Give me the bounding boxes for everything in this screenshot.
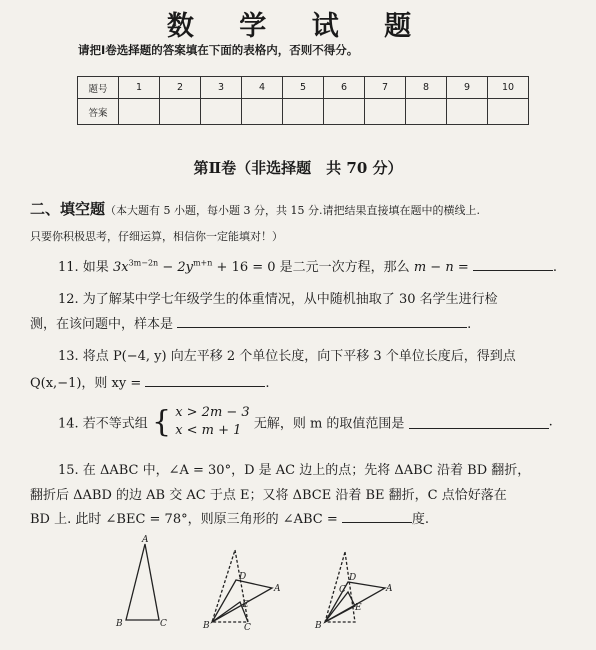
answer-table-number: 10 — [488, 77, 529, 99]
fig1-label-A: A — [142, 535, 149, 545]
fig3-label-B: B — [315, 621, 322, 631]
answer-table-number: 6 — [324, 77, 365, 99]
q12-text: 测，在该问题中，样本是 — [30, 317, 174, 332]
answer-table-header-label: 题号 — [78, 77, 119, 99]
q11-term2: − 2y — [158, 260, 193, 275]
part2-title: 第Ⅱ卷（非选择题 共 70 分） — [193, 159, 403, 177]
question-15-line3 — [30, 508, 429, 527]
answer-table — [77, 76, 529, 125]
answer-table-number: 2 — [160, 77, 201, 99]
question-13-line2 — [30, 372, 270, 391]
q11-answer-blank[interactable] — [473, 258, 553, 271]
fig3-folded — [325, 582, 385, 622]
q14-ineq2: x < m + 1 — [175, 423, 242, 438]
answer-table-number: 8 — [406, 77, 447, 99]
q11-term1: 3x — [112, 260, 129, 275]
question-13-line1: 13. 将点 P(−4, y) 向左平移 2 个单位长度，向下平移 3 个单位长度后，得到点 — [58, 349, 516, 364]
q11-exp2: m+n — [192, 258, 213, 268]
answer-cell[interactable] — [365, 99, 406, 125]
q11-end: . — [552, 260, 557, 275]
q14-post: 无解，则 m 的取值范围是 — [253, 416, 405, 432]
page-title: 数 学 试 题 — [166, 11, 430, 42]
answer-cell[interactable] — [283, 99, 324, 125]
question-15-line2: 翻折后 ΔABD 的边 AB 交 AC 于点 E；又将 ΔBCE 沿着 BE 翻折，C 点恰好落在 — [30, 488, 507, 503]
triangle-figures — [0, 530, 596, 650]
question-11 — [58, 256, 557, 275]
figure-1 — [115, 535, 167, 629]
section-heading-line — [30, 198, 480, 219]
fig2-label-C: C — [244, 623, 251, 633]
fig1-triangle — [126, 544, 159, 620]
answer-table-answer-label: 答案 — [78, 99, 119, 125]
q11-tail: + 16 = 0 是二元一次方程，那么 — [212, 260, 414, 275]
answer-cell[interactable] — [488, 99, 529, 125]
answer-table-number: 3 — [201, 77, 242, 99]
q12-answer-blank[interactable] — [177, 315, 467, 328]
figure-2 — [202, 550, 281, 633]
question-12-line1: 12. 为了解某中学七年级学生的体重情况，从中随机抽取了 30 名学生进行检 — [58, 292, 498, 307]
q13-answer-blank[interactable] — [145, 374, 265, 387]
q14-system — [175, 404, 250, 440]
q11-number: 11. 如果 — [58, 260, 109, 275]
figure-3 — [314, 552, 393, 631]
section-note: （本大题有 5 小题，每小题 3 分，共 15 分.请把结果直接填在题中的横线上. — [105, 204, 480, 217]
answer-cell[interactable] — [160, 99, 201, 125]
section-heading: 二、填空题 — [30, 200, 106, 218]
answer-cell[interactable] — [406, 99, 447, 125]
section-note-2: 只要你积极思考，仔细运算，相信你一定能填对！） — [30, 230, 283, 243]
answer-cell[interactable] — [324, 99, 365, 125]
q15-answer-blank[interactable] — [342, 510, 412, 523]
fig2-label-E: E — [242, 600, 249, 610]
fig3-label-C: C — [339, 585, 346, 595]
q14-answer-blank[interactable] — [409, 416, 549, 429]
fig3-label-E: E — [355, 603, 362, 613]
fig2-label-B: B — [203, 621, 210, 631]
answer-table-number: 9 — [447, 77, 488, 99]
q14-pre: 14. 若不等式组 — [58, 416, 148, 432]
q14-ineq1: x > 2m − 3 — [175, 405, 250, 420]
q14-end: . — [548, 414, 553, 430]
answer-table-number: 5 — [283, 77, 324, 99]
answer-table-number: 4 — [242, 77, 283, 99]
q12-end: . — [467, 317, 472, 332]
fig1-label-C: C — [160, 619, 167, 629]
answer-cell[interactable] — [242, 99, 283, 125]
answer-cell[interactable] — [201, 99, 242, 125]
instruction-text: 请把Ⅰ卷选择题的答案填在下面的表格内，否则不得分。 — [78, 43, 359, 57]
fig1-label-B: B — [116, 619, 123, 629]
answer-table-number: 7 — [365, 77, 406, 99]
q13-text: Q(x,−1)，则 xy = — [30, 376, 142, 391]
fig2-label-A: A — [274, 584, 281, 594]
answer-cell[interactable] — [447, 99, 488, 125]
fig3-label-D: D — [349, 573, 357, 583]
question-12-line2 — [30, 313, 471, 332]
question-15-line1: 15. 在 ΔABC 中，∠A = 30°，D 是 AC 边上的点；先将 ΔABC 沿着 BD 翻折， — [58, 463, 531, 478]
q15-end: 度. — [411, 512, 430, 527]
q11-ask: m − n = — [413, 260, 469, 275]
answer-cell[interactable] — [119, 99, 160, 125]
q11-exp1: 3m−2n — [128, 258, 159, 268]
fig3-label-A: A — [386, 584, 393, 594]
q14-brace: { — [151, 404, 172, 440]
q15-text: BD 上. 此时 ∠BEC = 78°，则原三角形的 ∠ABC = — [30, 512, 338, 527]
answer-table-number: 1 — [119, 77, 160, 99]
question-14 — [58, 404, 553, 444]
fig2-label-D: D — [239, 572, 247, 582]
q13-end: . — [265, 376, 270, 391]
